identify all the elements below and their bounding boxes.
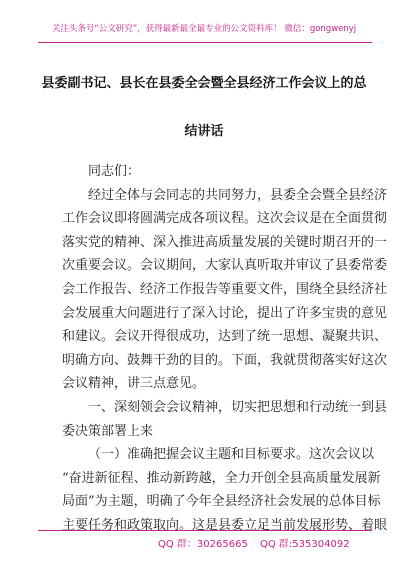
section-heading-line: 一、深刻领会会议精神，切实把思想和行动统一到县	[88, 399, 388, 415]
section-heading-line: 委决策部署上来	[62, 423, 154, 439]
paragraph-line: 会议精神，讲三点意见。	[62, 376, 206, 392]
footer-qq-group-1: QQ 群：30265665	[158, 539, 248, 550]
paragraph-line: 局面”为主题，明确了今年全县经济社会发展的总体目标	[62, 494, 381, 510]
paragraph-line: 工作会议即将圆满完成各项议程。这次会议是在全面贯彻	[62, 211, 388, 227]
paragraph-line: 次重要会议。会议期间，大家认真听取并审议了县委常委	[62, 258, 388, 274]
paragraph-line: 落实党的精神、深入推进高质量发展的关键时期召开的一	[62, 234, 388, 250]
footer-qq-group-2: QQ 群:535304092	[260, 539, 350, 550]
paragraph-line: 和建议。会议开得很成功，达到了统一思想、凝聚共识、	[62, 329, 388, 345]
paragraph-line: 明确方向、鼓舞干劲的目的。下面，我就贯彻落实好这次	[62, 352, 388, 368]
paragraph-line: （一）准确把握会议主题和目标要求。这次会议以	[88, 447, 375, 463]
paragraph-line: 经过全体与会同志的共同努力，县委全会暨全县经济	[88, 187, 388, 203]
document-title-line-2: 结讲话	[184, 124, 224, 139]
footer-divider	[38, 530, 372, 531]
header-divider	[38, 42, 372, 43]
greeting: 同志们：	[88, 164, 141, 179]
document-title-line-1: 县委副书记、县长在县委全会暨全县经济工作会议上的总	[41, 76, 367, 91]
paragraph-line: “奋进新征程、推动新跨越，全力开创全县高质量发展新	[62, 470, 381, 486]
footer	[0, 535, 408, 549]
header-banner: 关注头条号“公文研究”，获得最新最全最专业的公文资料库！ 微信：gongwenyj	[51, 24, 357, 34]
paragraph-line: 会工作报告、经济工作报告等重要文件，围绕全县经济社	[62, 281, 388, 297]
paragraph-line: 会发展重大问题进行了深入讨论，提出了许多宝贵的意见	[62, 305, 388, 321]
document-body	[62, 160, 388, 538]
paragraph-line: 主要任务和政策取向。这是县委立足当前发展形势、着眼	[62, 517, 388, 533]
